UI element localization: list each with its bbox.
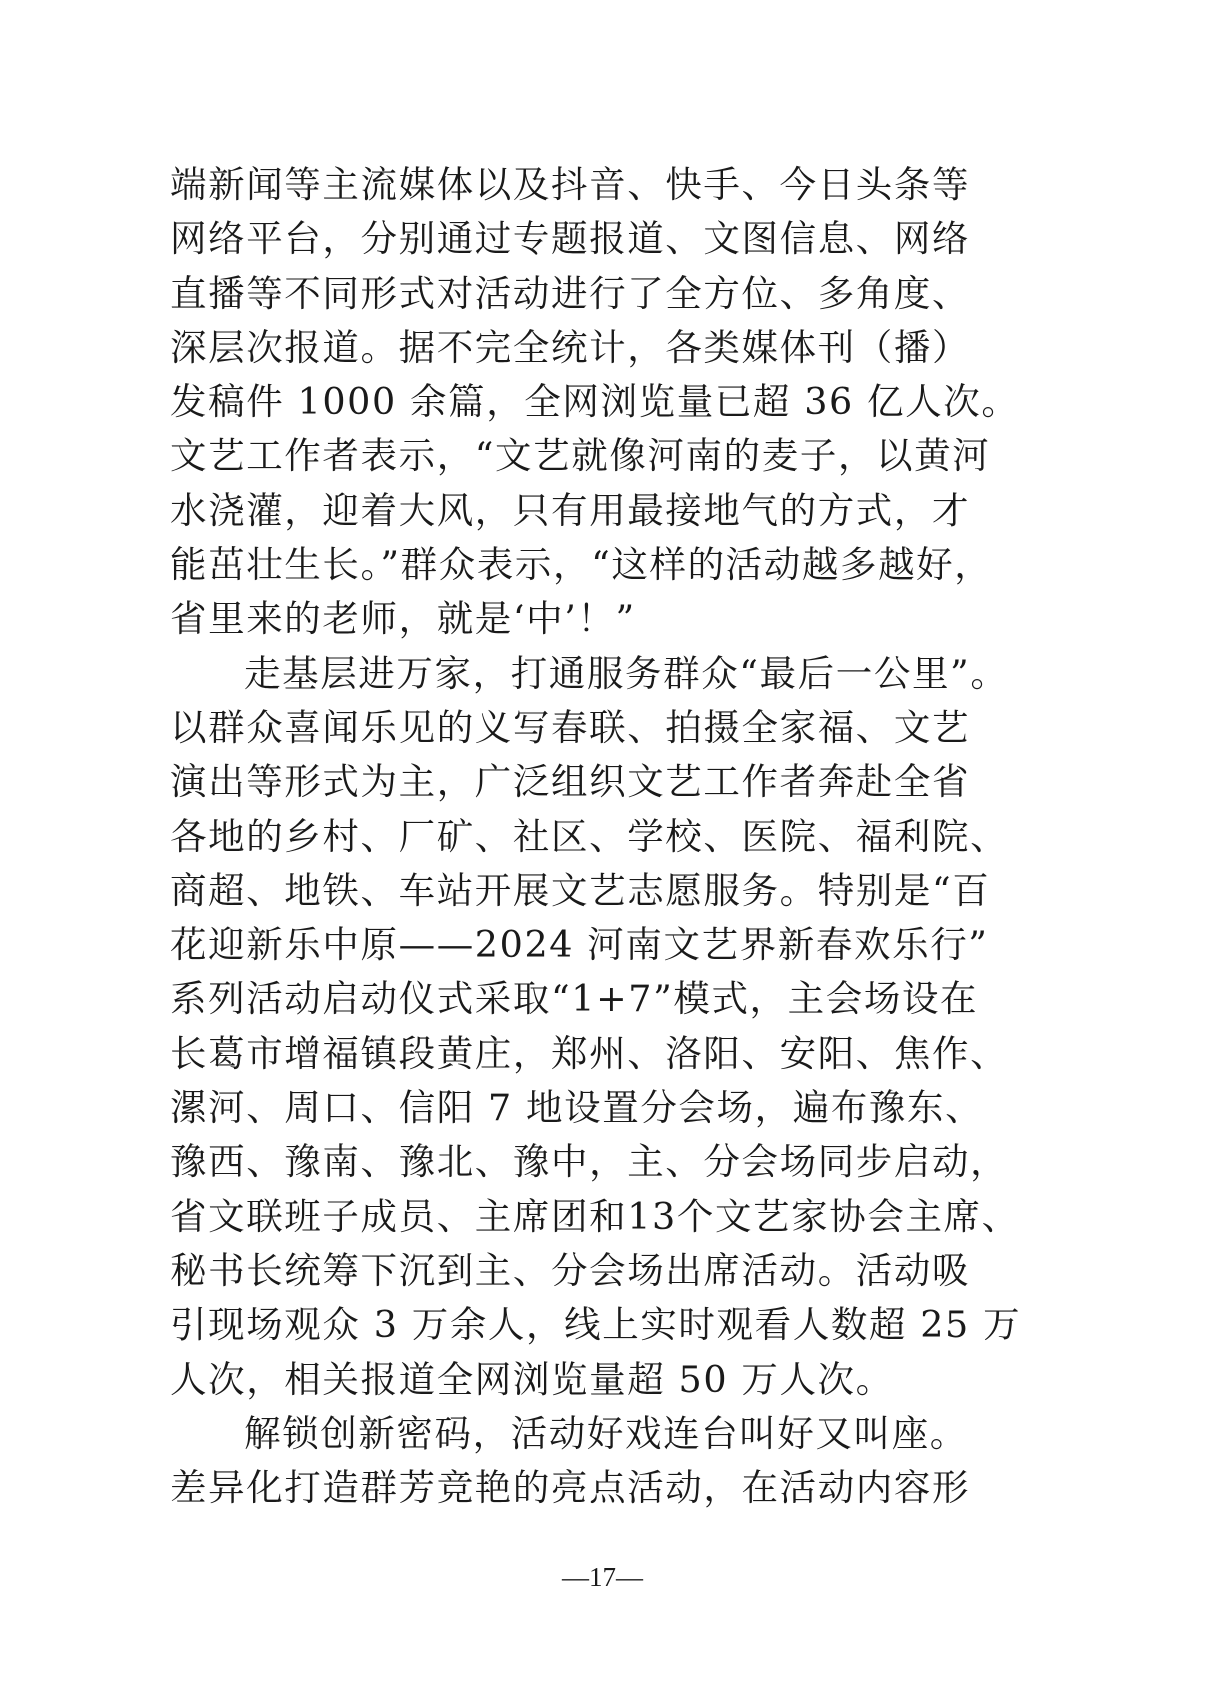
text-line: 秘书长统筹下沉到主、分会场出席活动。活动吸 (170, 1248, 971, 1292)
section-heading-line: 走基层进万家，打通服务群众“最后一公里”。 (244, 651, 1009, 695)
text-line: 系列活动启动仪式采取“1+7”模式，主会场设在 (170, 977, 979, 1021)
text-line: 漯河、周口、信阳 7 地设置分会场，遍布豫东、 (170, 1086, 984, 1130)
body-text (170, 158, 1050, 1515)
text-line: 深层次报道。据不完全统计，各类媒体刊（播） (170, 325, 971, 369)
text-line: 文艺工作者表示，“文艺就像河南的麦子，以黄河 (170, 434, 991, 478)
text-line: 端新闻等主流媒体以及抖音、快手、今日头条等 (170, 163, 971, 206)
text-line: 引现场观众 3 万余人，线上实时观看人数超 25 万 (170, 1303, 1022, 1347)
text-line: 省文联班子成员、主席团和13个文艺家协会主席、 (170, 1194, 1020, 1238)
text-line: 各地的乡村、厂矿、社区、学校、医院、福利院、 (170, 814, 1009, 858)
text-line: 商超、地铁、车站开展文艺志愿服务。特别是“百 (170, 868, 991, 912)
text-line: 网络平台，分别通过专题报道、文图信息、网络 (170, 217, 971, 261)
text-line: 长葛市增福镇段黄庄，郑州、洛阳、安阳、焦作、 (170, 1031, 1009, 1075)
text-line: 人次，相关报道全网浏览量超 50 万人次。 (170, 1357, 894, 1401)
text-line: 花迎新乐中原——2024 河南文艺界新春欢乐行” (170, 923, 989, 967)
text-line: 直播等不同形式对活动进行了全方位、多角度、 (170, 271, 971, 315)
text-line: 豫西、豫南、豫北、豫中，主、分会场同步启动， (170, 1140, 1009, 1184)
text-line: 能茁壮生长。”群众表示，“这样的活动越多越好， (170, 543, 993, 587)
text-line: 发稿件 1000 余篇，全网浏览量已超 36 亿人次。 (170, 380, 1020, 424)
text-line: 省里来的老师，就是‘中’！” (170, 597, 636, 641)
text-line: 水浇灌，迎着大风，只有用最接地气的方式，才 (170, 488, 971, 532)
text-line: 差异化打造群芳竞艳的亮点活动，在活动内容形 (170, 1466, 971, 1510)
text-line: 以群众喜闻乐见的义写春联、拍摄全家福、文艺 (170, 705, 971, 749)
text-line: 演出等形式为主，广泛组织文艺工作者奔赴全省 (170, 760, 971, 804)
section-heading-line: 解锁创新密码，活动好戏连台叫好又叫座。 (244, 1411, 968, 1455)
page-number: —17— (562, 1562, 643, 1592)
